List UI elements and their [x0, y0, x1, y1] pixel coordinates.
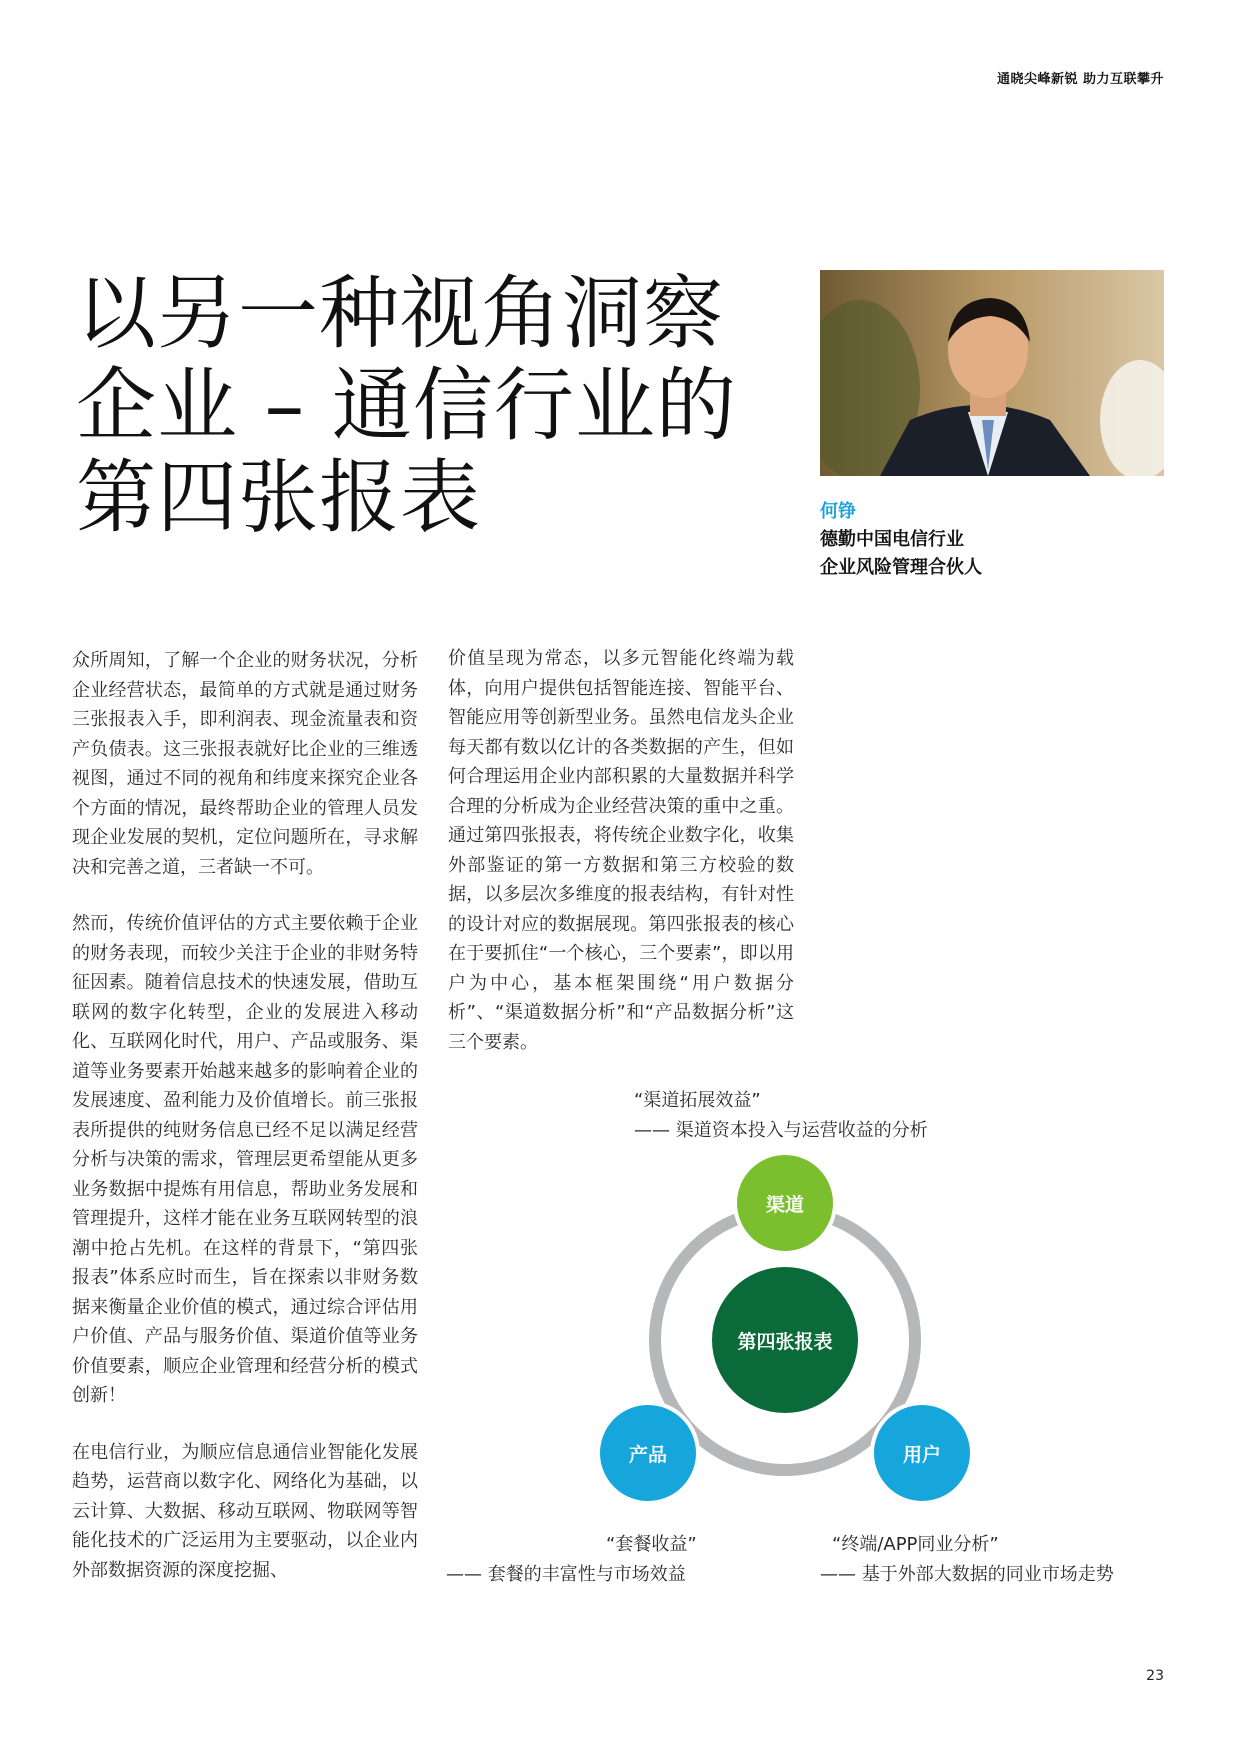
caption-right-sub: —— 基于外部大数据的同业市场走势 — [820, 1564, 1114, 1585]
caption-top-title: “渠道拓展效益” — [634, 1090, 761, 1111]
running-header: 通晓尖峰新锐 助力互联攀升 — [996, 72, 1164, 87]
node-top-label: 渠道 — [765, 1194, 805, 1216]
page-title — [76, 268, 776, 544]
caption-right-title: “终端/APP同业分析” — [832, 1534, 999, 1555]
author-portrait — [820, 270, 1164, 476]
author-name: 何铮 — [820, 501, 856, 522]
fourth-report-diagram — [430, 1090, 1160, 1610]
author-block — [820, 498, 982, 582]
caption-left-title: “套餐收益” — [606, 1534, 697, 1555]
node-right-label: 用户 — [902, 1444, 942, 1466]
caption-left — [446, 1530, 697, 1590]
author-role: 德勤中国电信行业 — [820, 529, 964, 550]
body-column-middle — [448, 644, 794, 1084]
body-paragraph: 然而，传统价值评估的方式主要依赖于企业的财务表现，而较少关注于企业的非财务特征因素。随着信息技术的快速发展，借助互联网的数字化转型，企业的发展进入移动化、互联网化时代，用户、产品或服务、渠道等业务要素开始越来越多的影响着企业的发展速度、盈利能力及价值增长。前三张报表所提供的纯财务信息已经不足以满足经营分析与决策的需求，管理层更希望能从更多业务数据中提炼有用信息，帮助业务发展和管理提升，这样才能在业务互联网转型的浪潮中抢占先机。在这样的背景下，“第四张报表”体系应时而生，旨在探索以非财务数据来衡量企业价值的模式，通过综合评估用户价值、产品与服务价值、渠道价值等业务价值要素，顺应企业管理和经营分析的模式创新！ — [72, 913, 418, 1406]
portrait-illustration — [820, 270, 1164, 476]
body-paragraph: 价值呈现为常态，以多元智能化终端为载体，向用户提供包括智能连接、智能平台、智能应用等创新型业务。虽然电信龙头企业每天都有数以亿计的各类数据的产生，但如何合理运用企业内部积累的大量数据并科学合理的分析成为企业经营决策的重中之重。通过第四张报表，将传统企业数字化，收集外部鉴证的第一方数据和第三方校验的数据，以多层次多维度的报表结构，有针对性的设计对应的数据展现。第四张报表的核心在于要抓住“一个核心，三个要素”，即以用户为中心，基本框架围绕“用户数据分析”、“渠道数据分析”和“产品数据分析”这三个要素。 — [448, 648, 794, 1053]
author-role: 企业风险管理合伙人 — [820, 557, 982, 578]
caption-top — [634, 1086, 928, 1146]
node-left-label: 产品 — [628, 1444, 668, 1466]
title-line: 以另一种视角洞察 — [76, 267, 724, 360]
body-paragraph: 在电信行业，为顺应信息通信业智能化发展趋势，运营商以数字化、网络化为基础，以云计算、大数据、移动互联网、物联网等智能化技术的广泛运用为主要驱动，以企业内外部数据资源的深度挖掘、 — [72, 1441, 418, 1581]
center-label: 第四张报表 — [737, 1331, 833, 1353]
caption-left-sub: —— 套餐的丰富性与市场效益 — [446, 1564, 686, 1585]
body-paragraph: 众所周知，了解一个企业的财务状况，分析企业经营状态，最简单的方式就是通过财务三张报表入手，即利润表、现金流量表和资产负债表。这三张报表就好比企业的三维透视图，通过不同的视角和纬度来探究企业各个方面的情况，最终帮助企业的管理人员发现企业发展的契机，定位问题所在，寻求解决和完善之道，三者缺一不可。 — [72, 650, 418, 878]
caption-right — [820, 1530, 1114, 1590]
body-column-left — [72, 646, 418, 1612]
title-line: 企业 – 通信行业的 — [76, 359, 737, 452]
page-number: 23 — [1146, 1668, 1164, 1684]
title-line: 第四张报表 — [76, 451, 481, 544]
caption-top-sub: —— 渠道资本投入与运营收益的分析 — [634, 1120, 928, 1141]
